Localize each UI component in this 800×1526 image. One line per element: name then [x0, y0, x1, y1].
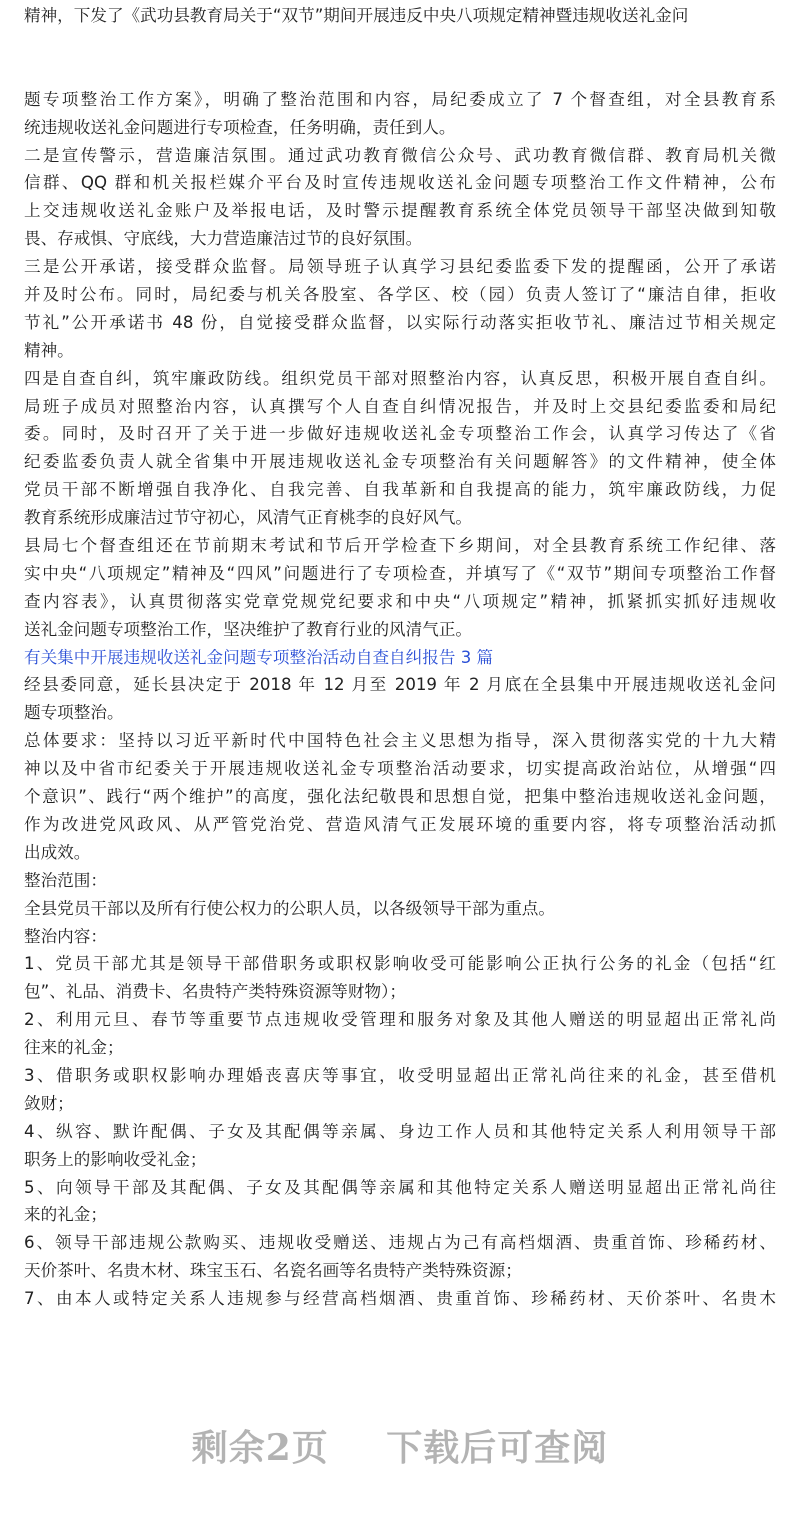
text-line: 作为改进党风政风、从严管党治党、营造风清气正发展环境的重要内容，将专项整治活动抓 [24, 814, 776, 834]
text-line: 三是公开承诺，接受群众监督。局领导班子认真学习县纪委监委下发的提醒函，公开了承诺 [24, 257, 776, 277]
text-line: 查内容表》，认真贯彻落实党章党规党纪要求和中央“八项规定”精神，抓紧抓实抓好违规收 [24, 591, 776, 611]
text-line: 精神。 [24, 340, 74, 360]
text-line: 整治范围： [24, 870, 107, 890]
text-line: 有关集中开展违规收送礼金问题专项整治活动自查自纠报告 3 篇 [24, 647, 494, 667]
text-line: 7、由本人或特定关系人违规参与经营高档烟酒、贵重首饰、珍稀药材、天价茶叶、名贵木 [24, 1289, 776, 1309]
text-line: 经县委同意，延长县决定于 2018 年 12 月至 2019 年 2 月底在全县集中开展违规收送礼金问 [24, 675, 776, 695]
text-line: 总体要求：坚持以习近平新时代中国特色社会主义思想为指导，深入贯彻落实党的十九大精 [24, 731, 776, 751]
text-line: 局班子成员对照整治内容，认真撰写个人自查自纠情况报告，并及时上交县纪委监委和局纪 [24, 396, 776, 416]
download-prompt[interactable] [0, 1420, 800, 1471]
text-line: 实中央“八项规定”精神及“四风”问题进行了专项检查，并填写了《“双节”期间专项整治工作督 [24, 563, 776, 583]
text-line: 全县党员干部以及所有行使公权力的公职人员，以各级领导干部为重点。 [24, 898, 555, 918]
text-line: 天价茶叶、名贵木材、珠宝玉石、名瓷名画等名贵特产类特殊资源； [24, 1261, 522, 1281]
paragraph [24, 867, 776, 895]
text-line: 4、纵容、默许配偶、子女及其配偶等亲属、身边工作人员和其他特定关系人利用领导干部 [24, 1121, 776, 1141]
text-line: 并及时公布。同时，局纪委与机关各股室、各学区、校（园）负责人签订了“廉洁自律，拒收 [24, 285, 776, 305]
paragraph [24, 895, 776, 923]
paragraph [24, 727, 776, 866]
text-line: 送礼金问题专项整治工作，坚决维护了教育行业的风清气正。 [24, 619, 473, 639]
paragraph [24, 532, 776, 644]
text-line: 来的礼金； [24, 1205, 107, 1225]
paragraph [24, 142, 776, 254]
text-line: 神以及中省市纪委关于开展违规收送礼金专项整治活动要求，切实提高政治站位，从增强“四 [24, 759, 776, 779]
text-line: 1、党员干部尤其是领导干部借职务或职权影响收受可能影响公正执行公务的礼金（包括“红 [24, 954, 776, 974]
text-line: 整治内容： [24, 926, 107, 946]
paragraph [24, 950, 776, 1006]
text-line: 3、借职务或职权影响办理婚丧喜庆等事宜，收受明显超出正常礼尚往来的礼金，甚至借机 [24, 1065, 776, 1085]
text-line: 委。同时，及时召开了关于进一步做好违规收送礼金专项整治工作会，认真学习传达了《省 [24, 424, 776, 444]
text-line: 2、利用元旦、春节等重要节点违规收受管理和服务对象及其他人赠送的明显超出正常礼尚 [24, 1010, 776, 1030]
paragraph [24, 1006, 776, 1062]
text-line: 题专项整治。 [24, 703, 124, 723]
text-line: 包”、礼品、消费卡、名贵特产类特殊资源等财物）； [24, 982, 406, 1002]
text-line: 信群、QQ 群和机关报栏媒介平台及时宣传违规收送礼金问题专项整治工作文件精神，公布 [24, 173, 776, 193]
paragraph [24, 1118, 776, 1174]
text-line: 题专项整治工作方案》，明确了整治范围和内容，局纪委成立了 7 个督查组，对全县教育系 [24, 89, 776, 109]
remaining-pages-label[interactable]: 剩余2页 [191, 1427, 329, 1469]
text-line: 党员干部不断增强自我净化、自我完善、自我革新和自我提高的能力，筑牢廉政防线，力促 [24, 480, 776, 500]
paragraph [24, 1285, 776, 1313]
text-line: 上交违规收送礼金账户及举报电话，及时警示提醒教育系统全体党员领导干部坚决做到知敬 [24, 201, 776, 221]
paragraph [24, 253, 776, 365]
text-line: 敛财； [24, 1093, 74, 1113]
text-line: 职务上的影响收受礼金； [24, 1149, 207, 1169]
text-line: 往来的礼金； [24, 1038, 124, 1058]
paragraph [24, 923, 776, 951]
section-heading-link[interactable] [24, 644, 776, 672]
page-break [24, 30, 776, 86]
paragraph [24, 1174, 776, 1230]
paragraph [24, 365, 776, 532]
text-line: 四是自查自纠，筑牢廉政防线。组织党员干部对照整治内容，认真反思，积极开展自查自纠。 [24, 368, 776, 388]
paragraph [24, 86, 776, 142]
text-line: 畏、存戒惧、守底线，大力营造廉洁过节的良好氛围。 [24, 229, 423, 249]
text-line: 个意识”、践行“两个维护”的高度，强化法纪敬畏和思想自觉，把集中整治违规收送礼金问题， [24, 787, 776, 807]
paragraph [24, 671, 776, 727]
text-line: 节礼”公开承诺书 48 份，自觉接受群众监督，以实际行动落实拒收节礼、廉洁过节相关规定 [24, 312, 776, 332]
text-line: 县局七个督查组还在节前期末考试和节后开学检查下乡期间，对全县教育系统工作纪律、落 [24, 536, 776, 556]
paragraph [24, 1229, 776, 1285]
text-line: 二是宣传警示，营造廉洁氛围。通过武功教育微信公众号、武功教育微信群、教育局机关微 [24, 145, 776, 165]
download-to-view-label[interactable]: 下载后可查阅 [386, 1427, 609, 1469]
text-line: 出成效。 [24, 842, 91, 862]
paragraph [24, 1062, 776, 1118]
text-line: 精神，下发了《武功县教育局关于“双节”期间开展违反中央八项规定精神暨违规收送礼金问 [24, 5, 689, 25]
text-line: 纪委监委负责人就全省集中开展违规收送礼金专项整治有关问题解答》的文件精神，使全体 [24, 452, 776, 472]
text-line: 5、向领导干部及其配偶、子女及其配偶等亲属和其他特定关系人赠送明显超出正常礼尚往 [24, 1177, 776, 1197]
text-line: 统违规收送礼金问题进行专项检查，任务明确，责任到人。 [24, 117, 456, 137]
text-line: 6、领导干部违规公款购买、违规收受赠送、违规占为己有高档烟酒、贵重首饰、珍稀药材、 [24, 1233, 776, 1253]
text-line: 教育系统形成廉洁过节守初心，风清气正育桃李的良好风气。 [24, 508, 473, 528]
paragraph [24, 0, 776, 30]
document-body [24, 0, 776, 1313]
